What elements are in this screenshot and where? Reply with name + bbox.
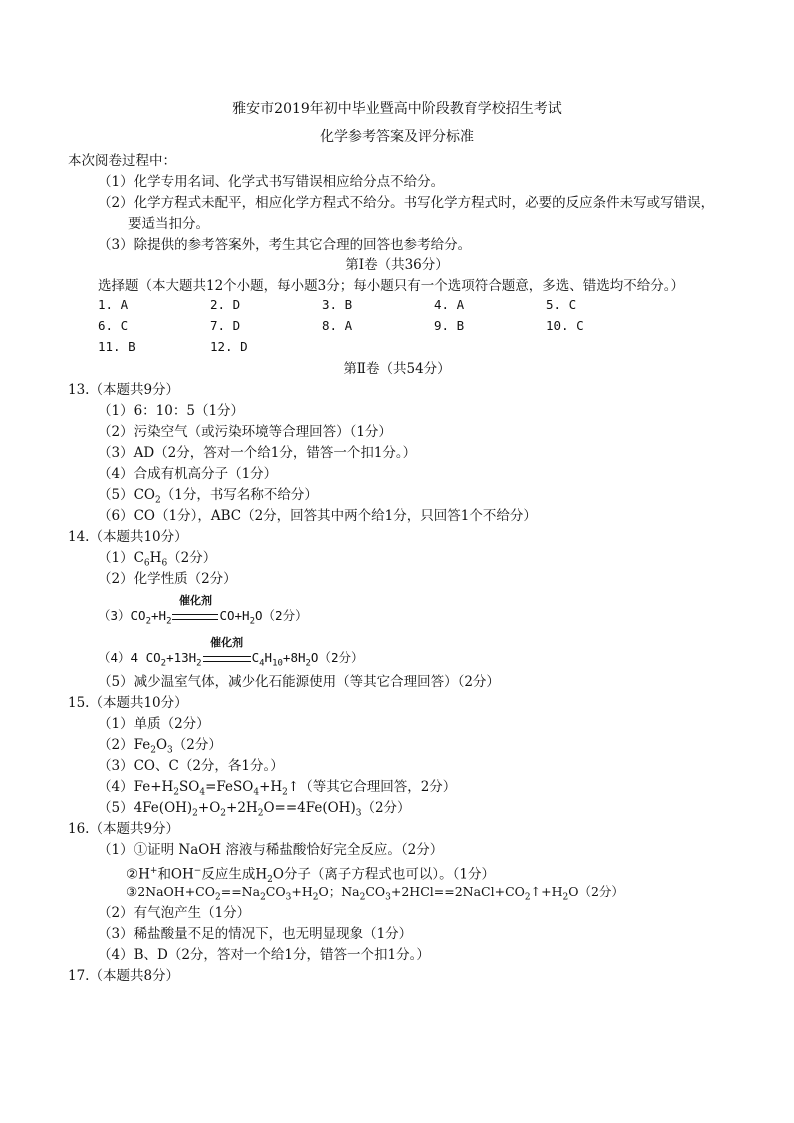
q15-line-3: （3）CO、C（2分，各1分。） <box>98 758 284 774</box>
q15-line-1: （1）单质（2分） <box>98 716 210 732</box>
q13-line-2: （2）污染空气（或污染环境等合理回答）（1分） <box>98 424 392 440</box>
document-title: 雅安市2019年初中毕业暨高中阶段教育学校招生考试 <box>232 101 562 117</box>
section1-title: 第Ⅰ卷（共36分） <box>345 257 449 273</box>
q13-line-6: （6）CO（1分），ABC（2分，回答其中两个给1分，只回答1个不给分） <box>98 508 537 524</box>
section1-desc: 选择题（本大题共12个小题，每小题3分；每小题只有一个选项符合题意，多选、错选均不给分。） <box>98 278 685 294</box>
section2-title: 第Ⅱ卷（共54分） <box>343 361 451 377</box>
q15-line-2: $(2)Fe_2O_3(2$分） <box>98 737 222 756</box>
choice-answer: 9. B <box>434 318 465 333</box>
choice-answer: 8. A <box>322 318 353 333</box>
q16-line-1: （1）①证明 NaOH 溶液与稀盐酸恰好完全反应。（2分） <box>98 842 444 858</box>
q17-head: 17.（本题共8分） <box>68 968 180 984</box>
choice-answer: 2. D <box>210 297 241 312</box>
intro-rule-3: （3）除提供的参考答案外，考生其它合理的回答也参考给分。 <box>98 237 472 253</box>
q13-line-3: （3）AD（2分，答对一个给1分，错答一个扣1分。） <box>98 445 417 461</box>
q15-line-4: $(4)Fe+H_2SO_4=FeSO_4+H_2↑$（等其它合理回答，2分） <box>98 779 457 798</box>
q14-head: 14.（本题共10分） <box>68 529 188 545</box>
choice-answer: 7. D <box>210 318 241 333</box>
q16-line-4: （2）有气泡产生（1分） <box>98 905 251 921</box>
q13-line-4: （4）合成有机高分子（1分） <box>98 466 278 482</box>
q13-head: 13.（本题共9分） <box>68 382 180 398</box>
choice-answer: 11. B <box>98 339 136 354</box>
q16-head: 16.（本题共9分） <box>68 821 180 837</box>
q15-line-5: $(5)4Fe(OH)_2+O_2+2H_2O==4Fe(OH)_3(2$分） <box>98 800 411 819</box>
q16-line-5: （3）稀盐酸量不足的情况下，也无明显现象（1分） <box>98 926 413 942</box>
q14-line-1: $(1)C_6H_6(2$分） <box>98 550 217 569</box>
choice-answer: 4. A <box>434 297 465 312</box>
q16-line-6: （4）B、D（2分，答对一个给1分，错答一个扣1分。） <box>98 947 430 963</box>
document-subtitle: 化学参考答案及评分标准 <box>320 129 474 145</box>
q14-line-3-equation: $(3)CO_2+H_2$ 催化剂 $CO+H_2O(2$分） <box>98 594 308 627</box>
intro-rule-2: （2）化学方程式未配平，相应化学方程式不给分。书写化学方程式时，必要的反应条件未写或写错误， <box>98 195 715 211</box>
q13-line-1: （1）6：10：5（1分） <box>98 403 245 419</box>
choice-answer: 10. C <box>546 318 584 333</box>
choice-answer: 3. B <box>322 297 353 312</box>
catalyst-condition: 催化剂 <box>203 648 251 668</box>
equals-double-bar <box>203 656 251 662</box>
q16-line-3: $③2NaOH+CO_2==Na_2CO_3+H_2O$；$Na_2CO_3+2HCl==2NaCl+CO_2↑+H_2O(2$分） <box>126 884 624 903</box>
q14-line-4-equation: （4）4 $CO_2+13H_2$ 催化剂 $C_4H_{10}+8H_2O(2$分） <box>98 636 364 669</box>
choice-answer: 6. C <box>98 318 129 333</box>
choice-answer: 1. A <box>98 297 129 312</box>
equals-double-bar <box>172 614 218 620</box>
q16-line-2: ②H+和OH−反应生成$H_2O$分子（离子方程式也可以）。（1分） <box>126 866 495 886</box>
catalyst-condition: 催化剂 <box>172 606 218 626</box>
choice-answer: 5. C <box>546 297 577 312</box>
choice-answer: 12. D <box>210 339 248 354</box>
q15-head: 15.（本题共10分） <box>68 695 188 711</box>
intro-rule-1: （1）化学专用名词、化学式书写错误相应给分点不给分。 <box>98 174 445 190</box>
intro-rule-2-cont: 要适当扣分。 <box>128 216 209 232</box>
intro-heading: 本次阅卷过程中： <box>68 153 176 169</box>
q14-line-5: （5）减少温室气体，减少化石能源使用（等其它合理回答）（2分） <box>98 674 500 690</box>
q14-line-2: （2）化学性质（2分） <box>98 571 237 587</box>
q13-line-5: $(5)CO_2(1$分，书写名称不给分） <box>98 487 318 506</box>
